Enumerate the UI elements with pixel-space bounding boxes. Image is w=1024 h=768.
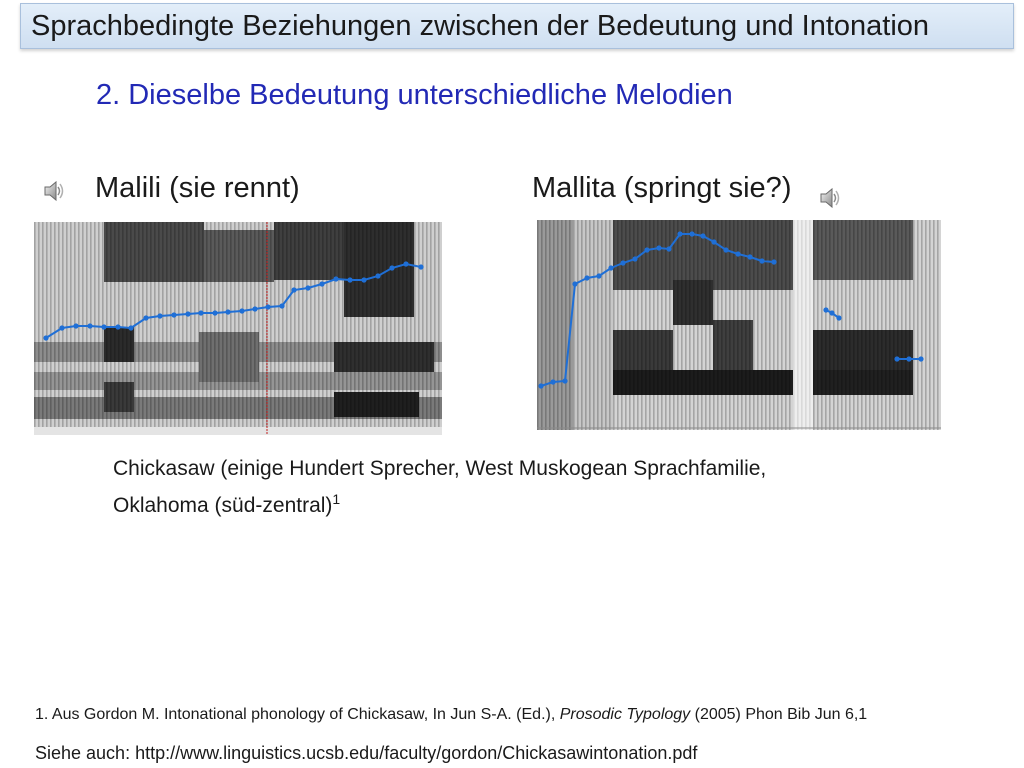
description-line-1: Chickasaw (einige Hundert Sprecher, West Muskogean Sprachfamilie, — [113, 457, 767, 480]
spectrogram-malili — [34, 222, 442, 435]
slide-title: Sprachbedingte Beziehungen zwischen der Bedeutung und Intonation — [31, 10, 930, 42]
description-line-2 — [113, 484, 973, 521]
example-word-2: Mallita (springt sie?) — [532, 172, 792, 204]
language-description — [113, 453, 973, 521]
spectrogram-mallita — [537, 220, 941, 430]
slide-title-bar — [20, 3, 1014, 49]
description-line-2-text: Oklahoma (süd-zentral) — [113, 494, 333, 517]
speaker-icon[interactable] — [818, 186, 842, 210]
footnote-suffix: (2005) Phon Bib Jun 6,1 — [690, 706, 868, 723]
footnote-book-title: Prosodic Typology — [559, 706, 691, 723]
slide-subtitle: 2. Dieselbe Bedeutung unterschiedliche Melodien — [96, 79, 733, 111]
speaker-icon[interactable] — [42, 179, 66, 203]
see-also-link[interactable]: Siehe auch: http://www.linguistics.ucsb.edu/faculty/gordon/Chickasawintonation.pdf — [35, 743, 698, 763]
footnote-prefix: 1. Aus Gordon M. Intonational phonology of Chickasaw, In Jun S-A. (Ed.), — [35, 706, 560, 723]
footnote — [35, 706, 867, 724]
footnote-marker: 1 — [332, 491, 341, 507]
example-word-1: Malili (sie rennt) — [95, 172, 300, 204]
